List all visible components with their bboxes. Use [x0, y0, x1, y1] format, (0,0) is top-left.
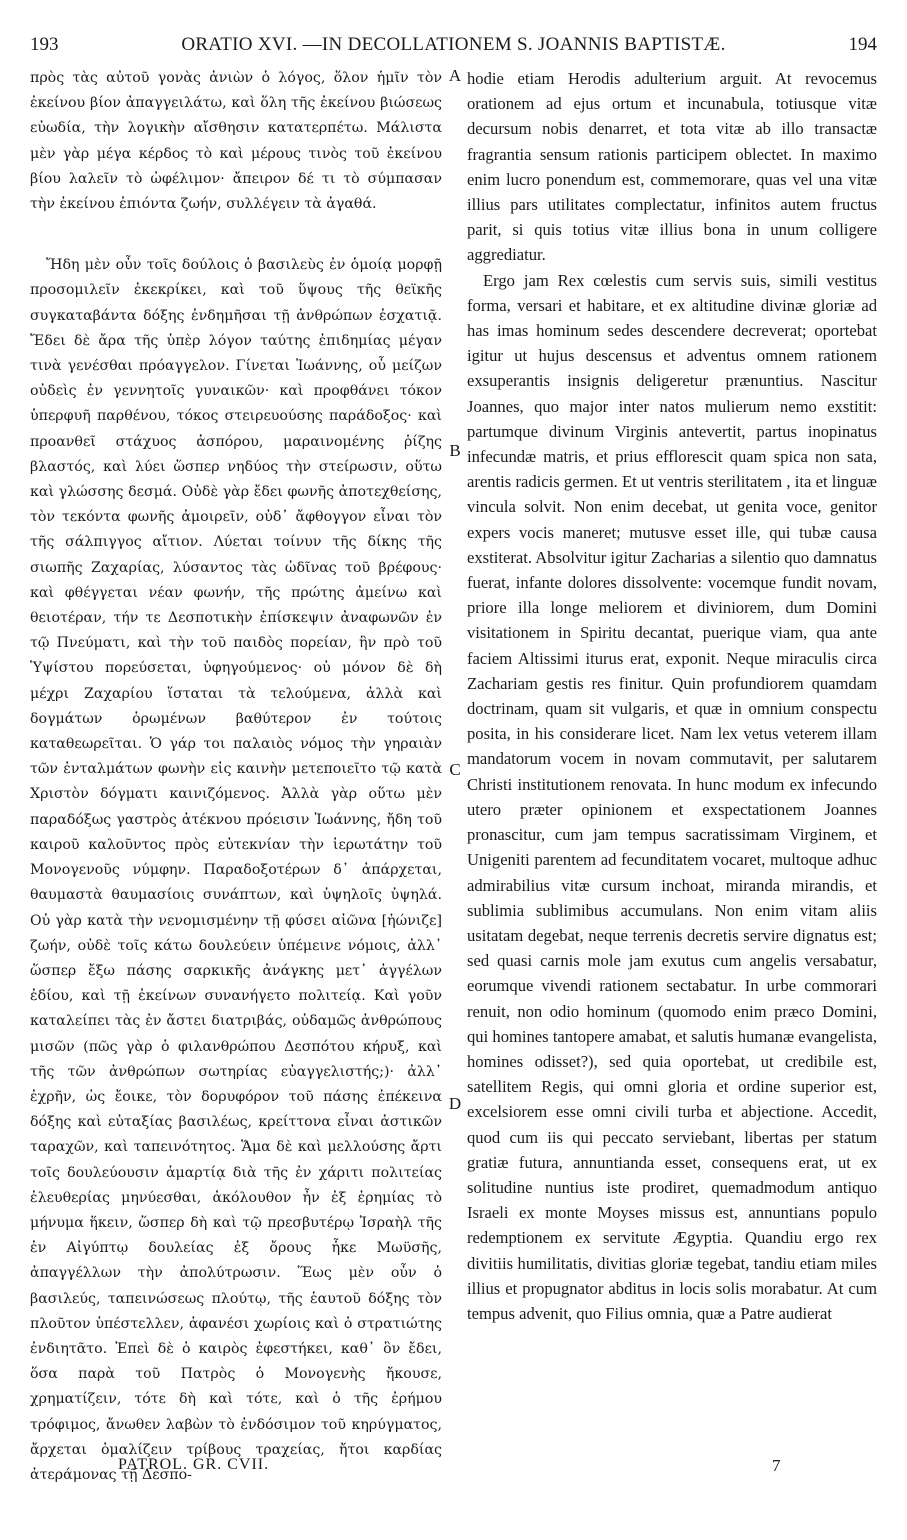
- page-footer: [0, 1456, 907, 1482]
- running-title: ORATIO XVI. —IN DECOLLATIONEM S. JOANNIS BAPTISTÆ.: [181, 34, 726, 55]
- signature-mark: 7: [772, 1456, 781, 1475]
- page-number-left: 193: [30, 34, 59, 55]
- paragraph-gap: [30, 217, 442, 253]
- greek-paragraph-1: πρὸς τὰς αὐτοῦ γονὰς ἀνιὼν ὁ λόγος, ὅλον ἡμῖν τὸν ἐκείνου βίον ἀπαγγειλάτω, καὶ ὅλη τῆς ἐκείνου βιώσεως εὐωδία, τὴν λογικὴν αἴσθησιν κατατερπέτω. Μάλιστα μὲν γὰρ μέγα κέρδος τὸ καὶ μέρους τινὸς τοῦ ἐκείνου βίου λαλεῖν τὸ ὠφέλιμον· ἄπειρον δέ τι τὸ σύμπασαν τὴν ἐκείνου ἐπιόντα ζωήν, συλλέγειν τὰ ἀγαθά.: [30, 70, 442, 213]
- margin-marker-c: C: [449, 760, 461, 779]
- margin-marker-a: A: [448, 66, 462, 85]
- latin-paragraph-2: Ergo jam Rex cœlestis cum servis suis, simili vestitus forma, versari et habitare, et ex altitudine divinæ gloriæ ad has imas hominum sedes descendere decreverat; oportebat igitur ut hujus descensus et adventus omnem rationem exsuperantis insignis deligeretur prænuntius. Nascitur Joannes, quo major inter natos mulierum nemo exstitit: partumque divinum Virginis antevertit, partus inopinatus infecundæ matris, et prius efflorescit quam spica non sata, arentis radicis germen. Et ut ventris sterilitatem , ita et linguæ vincula solvit. Non enim decebat, ut genita voce, genitor expers vocis maneret; mutusve esset ille, qui tubæ causa exstiterat. Absolvitur igitur Zacharias a silentio quo damnatus fuerat, infante dolores dissolvente: vocemque fundit novam, priore illa longe meliorem et diviniorem, dum Domini visitationem in Spiritu decantat, puerique viam, qua ante faciem Altissimi iturus erat, exponit. Neque miraculis circa Zachariam gestis res finitur. Quin profundiorem quamdam doctrinam, quam sit vulgaris, et quæ in omnium conspectu posita, in his considerare licet. Nam lex vetus veterem illam mandatorum vocem in novam commutavit, per salutarem Christi institutionem renovata. In hunc modum ex infecundo utero præter opinionem et exspectationem Joannes pronascitur, cum jam tempus sacratissimam Virginem, et Unigeniti parentem ad fecunditatem vocaret, multoque adhuc admirabilius vitæ cursum inchoat, miranda mirandis, et sublimia sublimibus accumulans. Non enim vitam aliis usitatam degebat, neque terrenis decretis servire dignatus est; sed quasi carnis mole jam exutus cum angelis versabatur, eorumque vivendi rationem sectabatur. In urbe commorari renuit, non odio hominum (quomodo enim præco Domini, qui homines tantopere amabat, et salutis humanæ evangelista, homines odisset?), sed quia oportebat, ut credibile est, satellitem Regis, qui omni gloria et ordine superior est, excelsiorem esse omni civili turba et abjectione. Accedit, quod cum iis qui peccato serviebant, libertas per statum gratiæ futura, annuntianda esset, consequens erat, ut ex solitudine nuntius iste prodiret, quemadmodum antiquo Israeli ex monte Moyses missus est, annuntians populo redemptionem ex servitute Ægyptia. Quandiu ergo rex divitiis humilitatis, divitias gloriæ tegebat, tandiu etiam miles illius et propugnator abditus in locis solis morabatur. At cum tempus advenit, quo Filius omnia, quæ a Patre audierat: [467, 270, 877, 1323]
- greek-paragraph-2: Ἤδη μὲν οὖν τοῖς δούλοις ὁ βασιλεὺς ἐν ὁμοίᾳ μορφῇ προσομιλεῖν ἐκεκρίκει, καὶ τοῦ ὕψους τῆς θεϊκῆς συγκαταβάντα δόξης ἐνδημῆσαι τῇ ἀνθρώπων ἐσχατιᾷ. Ἔδει δὲ ἄρα τῆς ὑπὲρ λόγον ταύτης ἐπιδημίας μέγαν τινὰ γενέσθαι πρόαγγελον. Γίνεται Ἰωάννης, οὗ μείζων οὐδεὶς ἐν γεννητοῖς γυναικῶν· καὶ προφθάνει τόκον ὑπερφυῆ παρθένου, τόκος στειρευούσης παράδοξος· καὶ προανθεῖ στάχυος ἀσπόρου, μαραινομένης ῥίζης βλαστός, καὶ λύει ὥσπερ νηδύος τὴν στείρωσιν, οὕτω καὶ γλώσσης δεσμά. Οὐδὲ γὰρ ἔδει φωνῆς ἀποτεχθείσης, τὸν τεκόντα φωνῆς ἀμοιρεῖν, οὐδ᾽ ἄφθογγον εἶναι τὸν τῆς σάλπιγγος αἴτιον. Λύεται τοίνυν τῆς δίκης τῆς σιωπῆς Ζαχαρίας, λύσαντος τὰς ὠδῖνας τοῦ βρέφους· καὶ φθέγγεται νέαν φωνήν, τῆς πρώτης ἀμείνω καὶ θειοτέραν, τήν τε Δεσποτικὴν ἐπίσκεψιν ἀναφωνῶν ἐν τῷ Πνεύματι, καὶ τὴν τοῦ παιδὸς πορείαν, ἣν πρὸ τοῦ Ὑψίστου πορεύσεται, ὑφηγούμενος· οὐ μόνον δὲ δὴ μέχρι Ζαχαρίου ἵσταται τὰ τελούμενα, ἀλλὰ καὶ δογμάτων ὁρωμένων βαθύτερον ἐν τούτοις καταθεωρεῖται. Ὁ γάρ τοι παλαιὸς νόμος τὴν γηραιὰν τῶν ἐνταλμάτων φωνὴν εἰς καινὴν μετεποιεῖτο τῷ κατὰ Χριστὸν δόγματι καινιζόμενος. Ἀλλὰ γὰρ οὕτω μὲν παραδόξως γαστρὸς ἀτέκνου πρόεισιν Ἰωάννης, ἤδη τοῦ καιροῦ καλοῦντος πρὸς εὐτεκνίαν τὴν ἱερωτάτην τοῦ Μονογενοῦς νύμφην. Παραδοξοτέρων δ᾽ ἀπάρχεται, θαυμαστὰ θαυμασίοις συνάπτων, καὶ ὑψηλοῖς ὑψηλά. Οὐ γὰρ κατὰ τὴν νενομισμένην τῇ φύσει αἰῶνα [ἠώνιζε] ζωήν, οὐδὲ τοῖς κάτω δουλεύειν ὑπέμεινε νόμοις, ἀλλ᾽ ὥσπερ ἔξω πάσης σαρκικῆς ἀνάγκης μετ᾽ ἀγγέλων ἐδίου, καὶ τῇ ἐκείνων συνανήγετο πολιτείᾳ. Καὶ γοῦν καταλείπει τὰς ἐν ἄστει διατριβάς, οὐδαμῶς ἀνθρώπους μισῶν (πῶς γὰρ ὁ φιλανθρώπου Δεσπότου κήρυξ, καὶ τῆς τῶν ἀνθρώπων σωτηρίας εὐαγγελιστής;)· ἀλλ᾽ ἐχρῆν, ὡς ἔοικε, τὸν δορυφόρον τοῦ πάσης ἐπέκεινα δόξης καὶ εὐταξίας βασιλέως, κρείττονα εἶναι ἀστικῶν ταραχῶν, καὶ ταπεινότητος. Ἅμα δὲ καὶ μελλούσης ἄρτι τοῖς δουλεύουσιν ἁμαρτίᾳ διὰ τῆς ἐν χάριτι πολιτείας ἐλευθερίας μηνύεσθαι, ἀκόλουθον ἦν ἐξ ἐρημίας τὸ μήνυμα ἥκειν, ὥσπερ δὴ καὶ τῷ πρεσβυτέρῳ Ἰσραὴλ τῆς ἐν Αἰγύπτῳ δουλείας ἐξ ὄρους ἧκε Μωϋσῆς, ἀπαγγέλλων τὴν ἀπολύτρωσιν. Ἕως μὲν οὖν ὁ βασιλεύς, ταπεινώσεως πλούτῳ, τῆς ἑαυτοῦ δόξης τὸν πλοῦτον ὑπέστελλεν, ἀφανέσι χωρίοις καὶ ὁ στρατιώτης ἐνδιητᾶτο. Ἐπεὶ δὲ ὁ καιρὸς ἐφεστήκει, καθ᾽ ὃν ἔδει, ὅσα παρὰ τοῦ Πατρὸς ὁ Μονογενὴς ἤκουσε, χρηματίζειν, τότε δὴ καὶ τότε, καὶ ὁ τῆς ἐρήμου τρόφιμος, ἄνωθεν λαβὼν τὸ ἐνδόσιμον τοῦ κηρύγματος, ἄρχεται ὁμαλίζειν τρίβους τραχείας, ἤτοι καρδίας ἀτεράμονας τῇ Δεσπο-: [30, 257, 442, 1483]
- series-footer: PATROL. GR. CVII.: [118, 1456, 270, 1473]
- margin-marker-b: B: [449, 441, 461, 460]
- latin-column: [467, 66, 877, 1326]
- running-header: [30, 34, 877, 64]
- greek-column: [30, 66, 442, 1488]
- page-number-right: 194: [848, 34, 877, 55]
- latin-paragraph-1: hodie etiam Herodis adulterium arguit. At revocemus orationem ad ejus ortum et incunabula, totiusque vitæ decursum nobis denarret, et tota vitæ ab illo transactæ fragrantia sensum rationis participem oblectet. In maximo enim lucro ponendum est, commemorare, quas vel una vitæ illius pars utilitates complectatur, infinitos autem fructus parit, si quis totius vitæ illius bona in unum colligere aggrediatur.: [467, 69, 877, 265]
- margin-marker-d: D: [448, 1094, 462, 1113]
